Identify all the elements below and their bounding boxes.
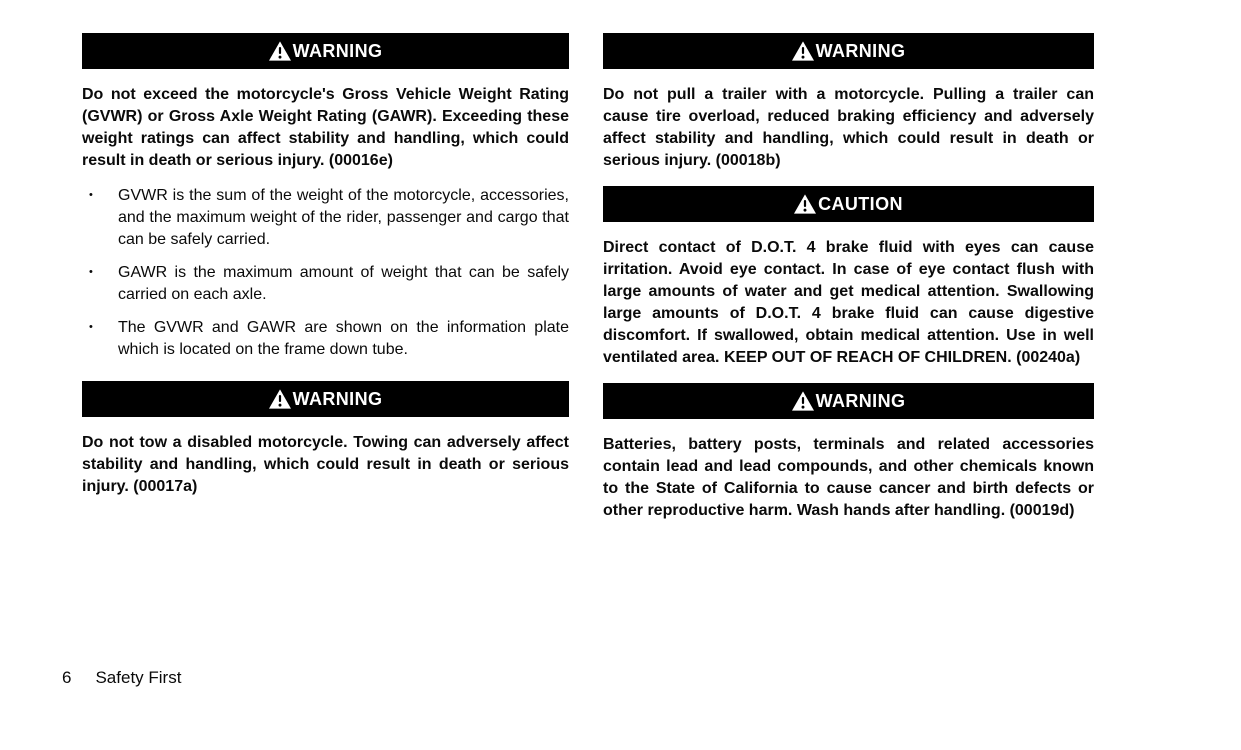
warning-body-gvwr: Do not exceed the motorcycle's Gross Vehicle Weight Rating (GVWR) or Gross Axle Weight Rating (GAWR). Exceeding these weight ratings can affect stability and handling, which could result in death or serious injury. (00016e): [82, 86, 569, 169]
warning-banner-gvwr: [82, 33, 569, 69]
page-footer: [62, 668, 181, 688]
warning-triangle-icon: [792, 391, 814, 411]
warning-triangle-icon: [792, 41, 814, 61]
warning-body-batteries: Batteries, battery posts, terminals and related accessories contain lead and lead compounds, and other chemicals known to the State of California to cause cancer and birth defects or other reproductive harm. Wash hands after handling. (00019d): [603, 436, 1094, 519]
bullet-icon: •: [89, 266, 93, 278]
warning-banner-towing: [82, 381, 569, 417]
bullet-icon: •: [89, 189, 93, 201]
caution-banner-brake-fluid: [603, 186, 1094, 222]
page-number: 6: [62, 668, 72, 687]
bullet-text: The GVWR and GAWR are shown on the information plate which is located on the frame down tube.: [118, 319, 569, 358]
right-column: [603, 33, 1094, 522]
warning-triangle-icon: [269, 389, 291, 409]
list-item: [82, 317, 569, 361]
warning-body-trailer: Do not pull a trailer with a motorcycle. Pulling a trailer can cause tire overload, reduced braking efficiency and adversely affect stability and handling, which could result in death or serious injury. (00018b): [603, 86, 1094, 169]
warning-body-towing: Do not tow a disabled motorcycle. Towing can adversely affect stability and handling, which could result in death or serious injury. (00017a): [82, 434, 569, 495]
gvwr-bullet-list: [82, 185, 569, 361]
list-item: [82, 262, 569, 306]
warning-banner-batteries: [603, 383, 1094, 419]
bullet-text: GAWR is the maximum amount of weight that can be safely carried on each axle.: [118, 264, 569, 303]
caution-triangle-icon: [794, 194, 816, 214]
banner-label: WARNING: [815, 390, 906, 411]
warning-triangle-icon: [269, 41, 291, 61]
left-column: [82, 33, 569, 498]
warning-banner-trailer: [603, 33, 1094, 69]
bullet-text: GVWR is the sum of the weight of the motorcycle, accessories, and the maximum weight of the rider, passenger and cargo that can be safely carried.: [118, 187, 569, 248]
bullet-icon: •: [89, 321, 93, 333]
caution-body-brake-fluid: Direct contact of D.O.T. 4 brake fluid with eyes can cause irritation. Avoid eye contact. In case of eye contact flush with large amounts of water and get medical attention. Swallowing large amounts of D.O.T. 4 brake fluid can cause digestive discomfort. If swallowed, obtain medical attention. Use in well ventilated area. KEEP OUT OF REACH OF CHILDREN. (00240a): [603, 239, 1094, 366]
banner-label: CAUTION: [818, 193, 903, 214]
list-item: [82, 185, 569, 251]
banner-label: WARNING: [292, 40, 383, 61]
banner-label: WARNING: [292, 388, 383, 409]
footer-section-title: Safety First: [95, 668, 182, 687]
banner-label: WARNING: [815, 40, 906, 61]
